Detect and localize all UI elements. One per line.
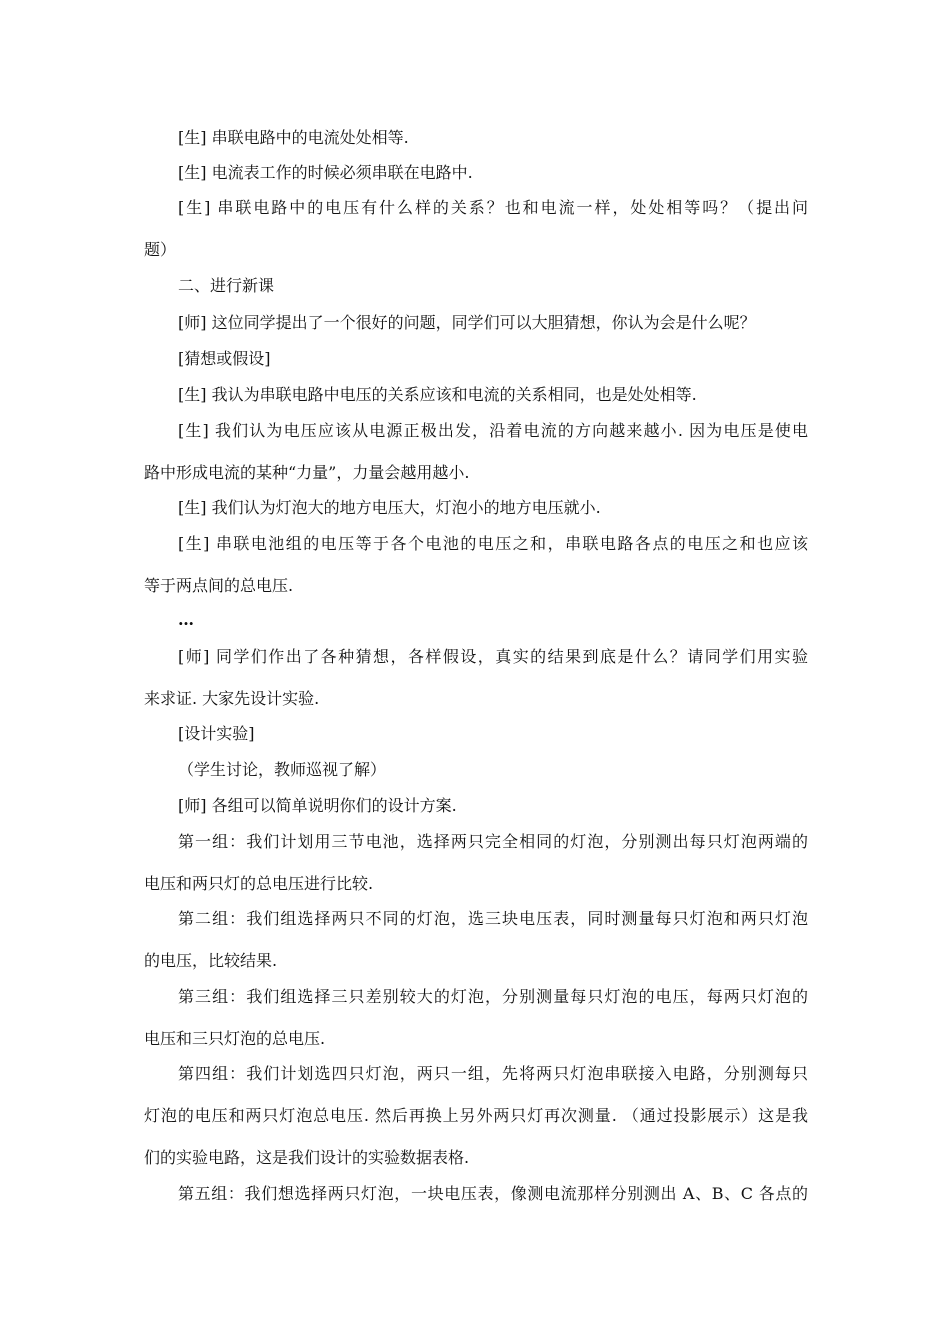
paragraph-line: 第五组：我们想选择两只灯泡，一块电压表，像测电流那样分别测出 A、B、C 各点的 [178, 1184, 808, 1203]
paragraph-line: 灯泡的电压和两只灯泡总电压. 然后再换上另外两只灯再次测量. （通过投影展示）这是我 [144, 1106, 808, 1125]
paragraph-line: [生] 我认为串联电路中电压的关系应该和电流的关系相同，也是处处相等. [178, 385, 697, 404]
section-heading: 二、进行新课 [178, 276, 275, 295]
paragraph-line: 题） [144, 240, 177, 259]
paragraph-line: 电压和三只灯泡的总电压. [144, 1029, 326, 1048]
paragraph-line: 路中形成电流的某种“力量”，力量会越用越小. [144, 463, 470, 482]
paragraph-line: 第一组：我们计划用三节电池，选择两只完全相同的灯泡，分别测出每只灯泡两端的 [178, 832, 808, 851]
paragraph-line: 第二组：我们组选择两只不同的灯泡，选三块电压表，同时测量每只灯泡和两只灯泡 [178, 909, 808, 928]
paragraph-line: 的电压，比较结果. [144, 951, 278, 970]
paragraph-line: 第四组：我们计划选四只灯泡，两只一组，先将两只灯泡串联接入电路，分别测每只 [178, 1064, 808, 1083]
paragraph-line: 电压和两只灯的总电压进行比较. [144, 874, 374, 893]
paragraph-line: [生] 串联电路中的电流处处相等. [178, 128, 409, 147]
subsection-heading: [设计实验] [178, 724, 255, 743]
paragraph-line: [生] 串联电池组的电压等于各个电池的电压之和，串联电路各点的电压之和也应该 [178, 534, 808, 553]
paragraph-line: （学生讨论，教师巡视了解） [178, 760, 387, 779]
subsection-heading: [猜想或假设] [178, 349, 271, 368]
paragraph-line: 第三组：我们组选择三只差别较大的灯泡，分别测量每只灯泡的电压，每两只灯泡的 [178, 987, 808, 1006]
paragraph-line: [师] 各组可以简单说明你们的设计方案. [178, 796, 457, 815]
ellipsis: … [178, 610, 195, 629]
paragraph-line: 们的实验电路，这是我们设计的实验数据表格. [144, 1148, 470, 1167]
paragraph-line: [生] 串联电路中的电压有什么样的关系？也和电流一样，处处相等吗？（提出问 [178, 198, 808, 217]
paragraph-line: [生] 我们认为电压应该从电源正极出发，沿着电流的方向越来越小. 因为电压是使电 [178, 421, 808, 440]
paragraph-line: [生] 我们认为灯泡大的地方电压大，灯泡小的地方电压就小. [178, 498, 601, 517]
paragraph-line: [师] 这位同学提出了一个很好的问题，同学们可以大胆猜想，你认为会是什么呢？ [178, 313, 756, 332]
paragraph-line: [师] 同学们作出了各种猜想，各样假设，真实的结果到底是什么？请同学们用实验 [178, 647, 808, 666]
paragraph-line: 等于两点间的总电压. [144, 576, 294, 595]
paragraph-line: 来求证. 大家先设计实验. [144, 689, 320, 708]
paragraph-line: [生] 电流表工作的时候必须串联在电路中. [178, 163, 473, 182]
